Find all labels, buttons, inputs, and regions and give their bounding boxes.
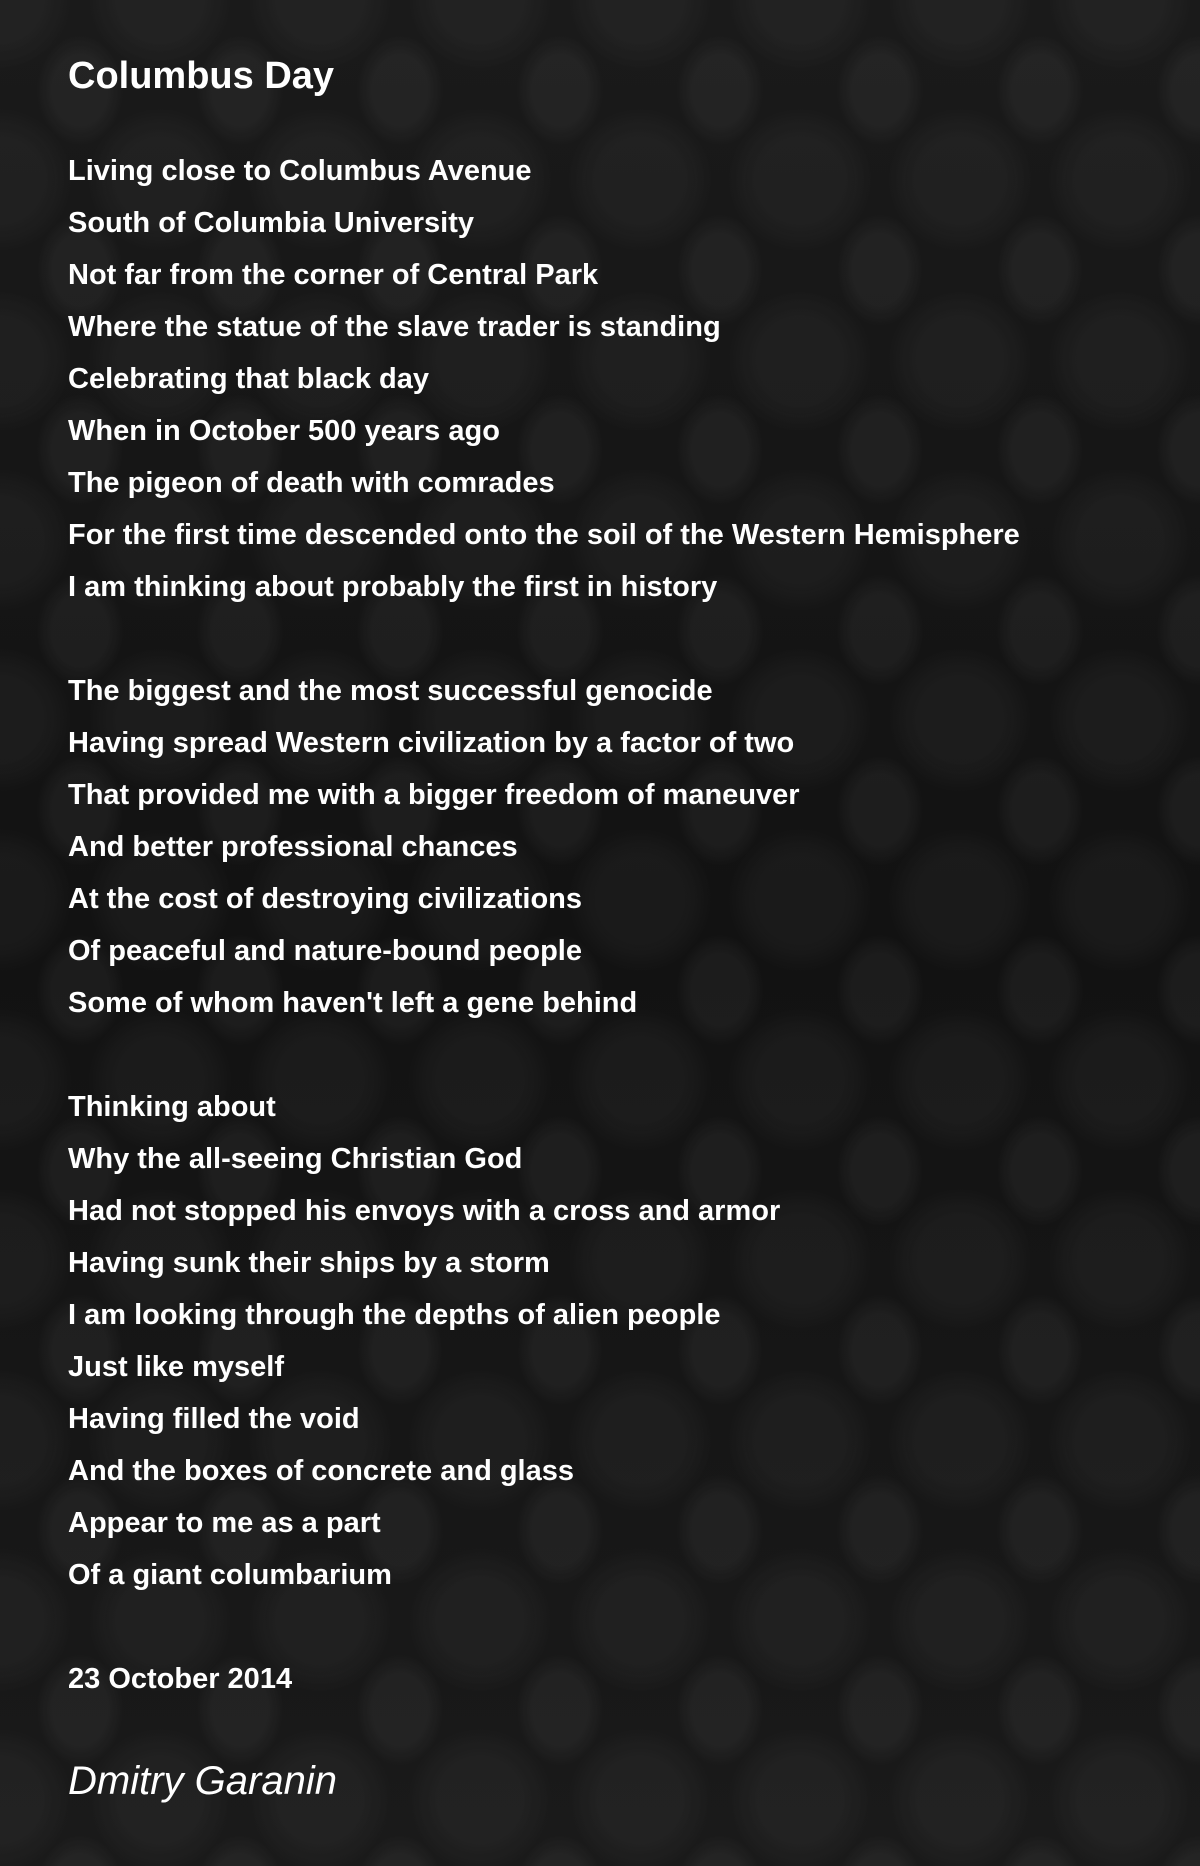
- stanza-1: [68, 145, 1168, 613]
- poem-line: And the boxes of concrete and glass: [68, 1455, 574, 1487]
- poem-line: I am thinking about probably the first in history: [68, 571, 718, 603]
- poem-line: Had not stopped his envoys with a cross and armor: [68, 1195, 781, 1227]
- poem-line: Just like myself: [68, 1351, 284, 1383]
- poem-line: Having spread Western civilization by a factor of two: [68, 727, 795, 759]
- poem-line: Appear to me as a part: [68, 1507, 381, 1539]
- poem-line: When in October 500 years ago: [68, 415, 500, 447]
- stanza-3: [68, 1081, 1168, 1601]
- poem-title: Columbus Day: [68, 55, 335, 97]
- poem-container: [68, 50, 1168, 1811]
- poem-line: And better professional chances: [68, 831, 518, 863]
- poem-line: Having sunk their ships by a storm: [68, 1247, 550, 1279]
- poem-line: Of a giant columbarium: [68, 1559, 392, 1591]
- poem-line: That provided me with a bigger freedom of maneuver: [68, 779, 800, 811]
- poem-line: Living close to Columbus Avenue: [68, 155, 532, 187]
- poem-line: At the cost of destroying civilizations: [68, 883, 583, 915]
- poem-date: 23 October 2014: [68, 1663, 293, 1695]
- poem-line: Why the all-seeing Christian God: [68, 1143, 523, 1175]
- stanza-2: [68, 665, 1168, 1029]
- poem-line: Having filled the void: [68, 1403, 360, 1435]
- poem-line: The pigeon of death with comrades: [68, 467, 555, 499]
- poem-author: Dmitry Garanin: [68, 1759, 337, 1803]
- poem-line: Some of whom haven't left a gene behind: [68, 987, 638, 1019]
- poem-line: Of peaceful and nature-bound people: [68, 935, 582, 967]
- poem-line: Not far from the corner of Central Park: [68, 259, 599, 291]
- poem-line: Celebrating that black day: [68, 363, 429, 395]
- poem-line: I am looking through the depths of alien people: [68, 1299, 721, 1331]
- poem-line: The biggest and the most successful genocide: [68, 675, 713, 707]
- poem-line: South of Columbia University: [68, 207, 475, 239]
- poem-line: Thinking about: [68, 1091, 276, 1123]
- poem-line: Where the statue of the slave trader is standing: [68, 311, 721, 343]
- poem-line: For the first time descended onto the soil of the Western Hemisphere: [68, 519, 1020, 551]
